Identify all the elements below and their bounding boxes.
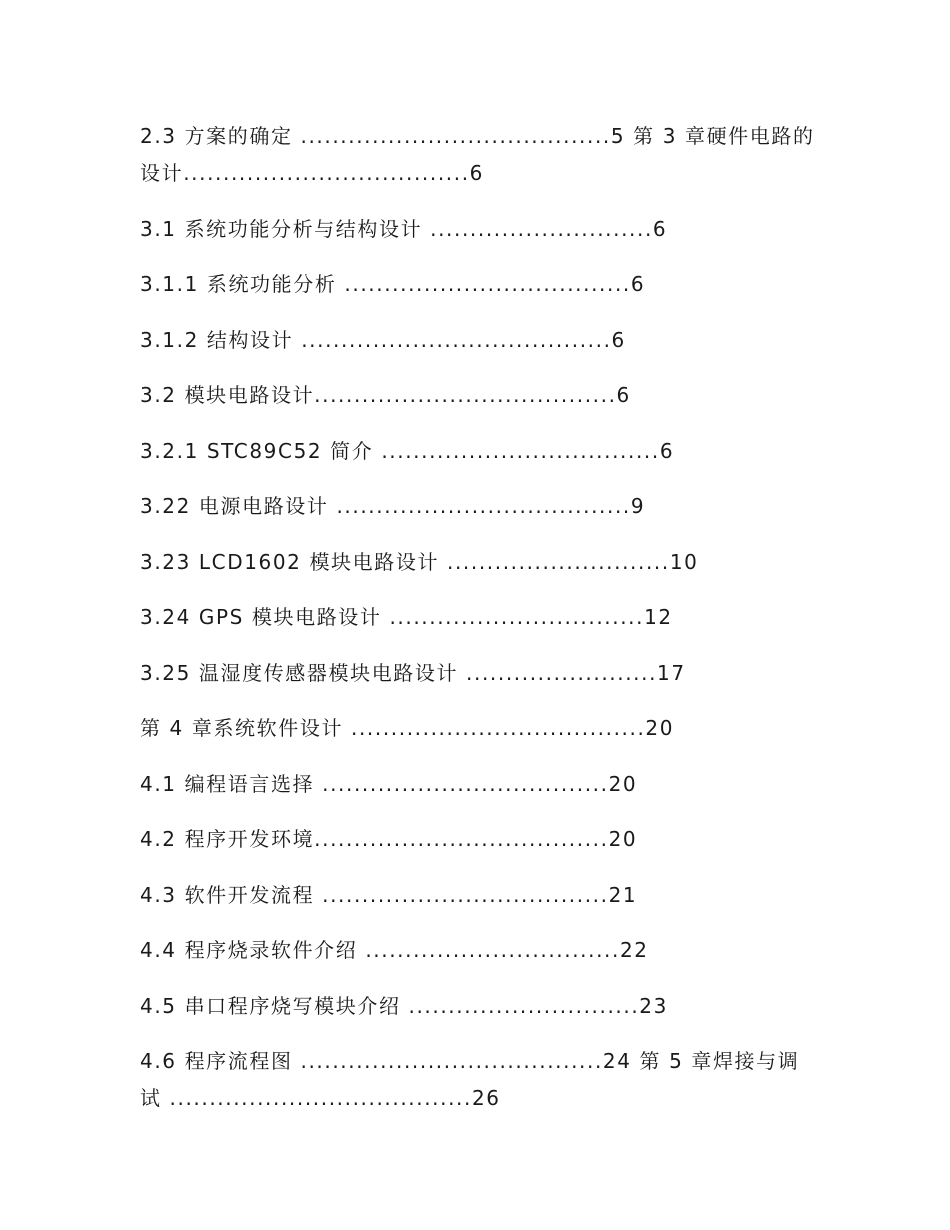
toc-entry-text: 4.6 程序流程图 ......................................24 第 5 章焊接与调试 ......................................26 bbox=[140, 1049, 800, 1110]
toc-entry-3-1-2 bbox=[140, 322, 820, 359]
toc-entry-text: 3.22 电源电路设计 .....................................9 bbox=[140, 494, 646, 518]
toc-entry-3-23 bbox=[140, 544, 820, 581]
toc-entry-text: 3.1.1 系统功能分析 ....................................6 bbox=[140, 272, 646, 296]
toc-entry-text: 3.25 温湿度传感器模块电路设计 ........................17 bbox=[140, 660, 686, 685]
toc-entry-4-1 bbox=[140, 766, 820, 803]
toc-entry-3-2 bbox=[140, 377, 820, 414]
toc-entry-4-5 bbox=[140, 988, 820, 1025]
toc-entry-text: 4.2 程序开发环境.....................................20 bbox=[140, 827, 638, 851]
toc-entry-text: 4.4 程序烧录软件介绍 ................................22 bbox=[140, 938, 649, 962]
toc-entry-3-1 bbox=[140, 211, 820, 248]
toc-entry-text: 3.23 LCD1602 模块电路设计 ............................10 bbox=[140, 549, 699, 574]
toc-entry-3-1-1 bbox=[140, 266, 820, 303]
toc-entry-3-2-1 bbox=[140, 433, 820, 470]
toc-entry-text: 3.1 系统功能分析与结构设计 ............................6 bbox=[140, 216, 668, 241]
toc-entry-text: 第 4 章系统软件设计 .....................................20 bbox=[140, 716, 675, 740]
toc-entry-2-3 bbox=[140, 118, 820, 192]
toc-entry-text: 2.3 方案的确定 .......................................5 第 3 章硬件电路的设计....................................6 bbox=[140, 124, 815, 185]
toc-entry-chapter-4 bbox=[140, 710, 820, 747]
toc-entry-text: 3.24 GPS 模块电路设计 ................................12 bbox=[140, 605, 673, 629]
toc-entry-4-2 bbox=[140, 821, 820, 858]
table-of-contents bbox=[140, 118, 820, 1136]
toc-entry-3-22 bbox=[140, 488, 820, 525]
toc-entry-4-3 bbox=[140, 877, 820, 914]
toc-entry-text: 4.3 软件开发流程 ....................................21 bbox=[140, 882, 638, 907]
toc-entry-text: 4.1 编程语言选择 ....................................20 bbox=[140, 771, 638, 796]
toc-entry-3-25 bbox=[140, 655, 820, 692]
toc-entry-text: 3.2 模块电路设计......................................6 bbox=[140, 383, 631, 407]
toc-entry-text: 3.1.2 结构设计 .......................................6 bbox=[140, 327, 626, 352]
toc-entry-text: 4.5 串口程序烧写模块介绍 .............................23 bbox=[140, 993, 668, 1018]
toc-entry-3-24 bbox=[140, 599, 820, 636]
toc-entry-4-4 bbox=[140, 932, 820, 969]
toc-entry-4-6 bbox=[140, 1043, 820, 1117]
toc-entry-text: 3.2.1 STC89C52 简介 ...................................6 bbox=[140, 438, 675, 463]
